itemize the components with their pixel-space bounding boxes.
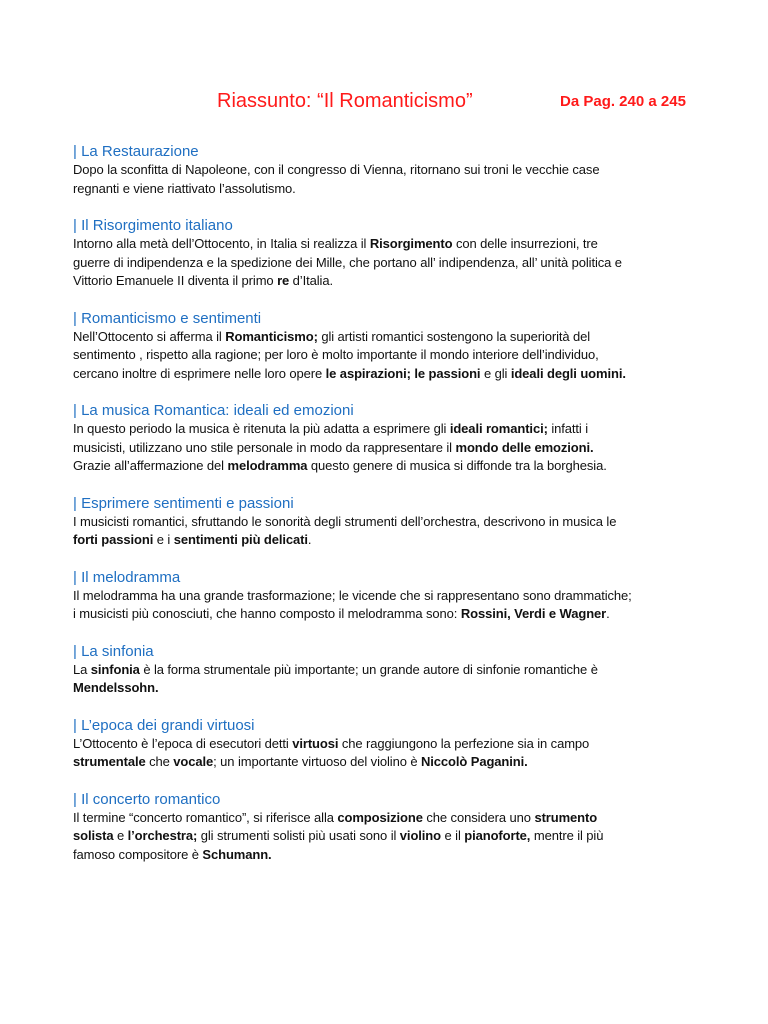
bold-text: virtuosi [292,735,339,751]
section-heading: | La sinfonia [73,642,154,660]
text-run: Nell’Ottocento si afferma il [73,328,226,344]
section-heading: | Il melodramma [73,568,181,586]
section-heading: | Romanticismo e sentimenti [73,309,262,327]
text-run: con delle insurrezioni, tre [452,236,598,251]
text-run: i musicisti più conosciuti, che hanno composto il melodramma sono: [73,606,461,621]
text-run: d’Italia. [289,273,333,288]
text-run: sentimento , rispetto alla ragione; per loro è molto importante il mondo interiore dell’individuo, [73,347,599,362]
text-run: gli strumenti solisti più usati sono il [197,828,400,843]
bold-text: forti passioni [73,532,154,547]
bold-text: Romanticismo; [225,328,318,344]
text-run: Il termine “concerto romantico”, si riferisce alla [73,809,338,825]
section [73,568,703,624]
section-paragraph [73,587,703,624]
bold-text: sinfonia [90,661,140,677]
section-paragraph [73,235,703,291]
section [73,142,703,198]
bold-text: le aspirazioni; le passioni [325,365,481,381]
bold-text: composizione [337,809,423,825]
bold-text: sentimenti più delicati [173,532,308,547]
section-heading: | L’epoca dei grandi virtuosi [73,716,255,734]
section [73,401,703,476]
text-run: L’Ottocento è l’epoca di esecutori detti [73,735,293,751]
text-run: I musicisti romantici, sfruttando le sonorità degli strumenti dell’orchestra, descrivono in musica le [73,513,617,529]
section [73,790,703,865]
text-run: e [113,828,128,843]
section-heading: | La musica Romantica: ideali ed emozioni [73,402,354,419]
section [73,309,703,384]
page-title: Riassunto: “Il Romanticismo” [217,90,473,112]
text-run: gli artisti romantici sostengono la superiorità del [317,328,591,344]
text-run: questo genere di musica si diffonde tra la borghesia. [307,458,607,473]
bold-text: Mendelssohn. [73,680,159,695]
bold-text: ideali degli uomini. [510,365,626,381]
text-run: e gli [480,365,511,381]
bold-text: violino [399,828,441,843]
bold-text: strumento [534,809,598,825]
text-run: regnanti e viene riattivato l’assolutismo. [73,180,296,196]
text-run: Grazie all’affermazione del [73,458,228,473]
text-run: che considera uno [422,809,535,825]
section [73,216,703,291]
bold-text: melodramma [227,458,308,473]
text-run: La [73,661,91,677]
section-paragraph [73,735,703,772]
text-run: In questo periodo la musica è ritenuta la più adatta a esprimere gli [73,421,450,436]
section [73,716,703,772]
text-run: cercano inoltre di esprimere nelle loro opere [73,365,326,381]
section-paragraph [73,661,703,698]
text-run: e i [153,532,174,547]
text-run: è la forma strumentale più importante; un grande autore di sinfonie romantiche è [139,661,598,677]
bold-text: l’orchestra; [127,828,198,843]
text-run: e il [441,828,465,843]
section-heading: | La Restaurazione [73,143,199,160]
section [73,494,703,550]
bold-text: mondo delle emozioni. [455,439,594,455]
text-run: ; un importante virtuoso del violino è [213,754,421,769]
bold-text: Schumann. [202,846,272,862]
text-run: . [606,606,610,621]
section-paragraph [73,513,703,550]
bold-text: solista [73,828,114,843]
text-run: che raggiungono la perfezione sia in campo [338,735,590,751]
text-run: infatti i [547,421,589,436]
text-run: mentre il più [530,828,604,843]
bold-text: vocale [173,754,214,769]
text-run: Dopo la sconfitta di Napoleone, con il congresso di Vienna, ritornano sui troni le vecchie case [73,162,600,177]
bold-text: Risorgimento [369,236,453,251]
text-run: Il melodramma ha una grande trasformazione; le vicende che si rappresentano sono drammatiche; [73,587,632,603]
section-paragraph [73,328,703,384]
text-run: Intorno alla metà dell’Ottocento, in Italia si realizza il [73,236,370,251]
text-run: guerre di indipendenza e la spedizione dei Mille, che portano all’ indipendenza, all’ unità politica e [73,254,622,270]
text-run: Vittorio Emanuele II diventa il primo [73,273,278,288]
section-heading: | Il Risorgimento italiano [73,217,233,234]
text-run: che [145,754,174,769]
bold-text: re [277,273,290,288]
section-heading: | Il concerto romantico [73,790,221,808]
text-run: famoso compositore è [73,846,203,862]
section-paragraph [73,420,703,476]
page-range: Da Pag. 240 a 245 [560,93,686,110]
bold-text: Niccolò Paganini. [420,754,528,769]
bold-text: ideali romantici; [449,421,548,436]
section [73,642,703,698]
section-heading: | Esprimere sentimenti e passioni [73,494,294,512]
bold-text: strumentale [73,754,146,769]
bold-text: pianoforte, [464,828,531,843]
text-run: . [307,532,312,547]
bold-text: Rossini, Verdi e Wagner [460,606,607,621]
document-body [73,142,703,882]
text-run: musicisti, utilizzano uno stile personale in modo da rappresentare il [73,439,456,455]
section-paragraph [73,809,703,865]
section-paragraph [73,161,703,198]
